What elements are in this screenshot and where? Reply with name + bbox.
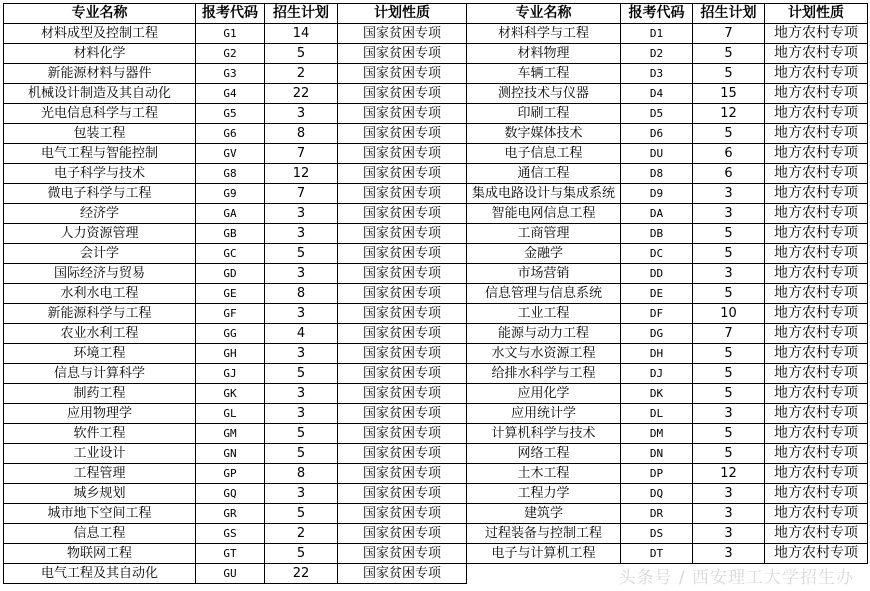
cell-type-right: 地方农村专项 — [765, 404, 868, 424]
cell-plan-left: 5 — [265, 44, 338, 64]
cell-type-left: 国家贫困专项 — [338, 464, 467, 484]
cell-major-left: 物联网工程 — [4, 544, 196, 564]
cell-type-right: 地方农村专项 — [765, 264, 868, 284]
table-row — [4, 244, 868, 264]
cell-plan-right: 10 — [693, 304, 765, 324]
cell-plan-right: 3 — [693, 184, 765, 204]
cell-type-left: 国家贫困专项 — [338, 104, 467, 124]
cell-type-right: 地方农村专项 — [765, 384, 868, 404]
cell-type-left: 国家贫困专项 — [338, 284, 467, 304]
cell-plan-right: 3 — [693, 484, 765, 504]
cell-type-left: 国家贫困专项 — [338, 404, 467, 424]
table-row — [4, 484, 868, 504]
cell-type-right: 地方农村专项 — [765, 144, 868, 164]
cell-major-left: 国际经济与贸易 — [4, 264, 196, 284]
cell-major-left: 软件工程 — [4, 424, 196, 444]
cell-code-left: GU — [196, 564, 265, 584]
cell-type-left: 国家贫困专项 — [338, 364, 467, 384]
cell-plan-right: 5 — [693, 124, 765, 144]
cell-major-left: 光电信息科学与工程 — [4, 104, 196, 124]
cell-code-left: GQ — [196, 484, 265, 504]
cell-code-right: D1 — [621, 24, 693, 44]
cell-type-right: 地方农村专项 — [765, 344, 868, 364]
cell-major-right: 测控技术与仪器 — [467, 84, 621, 104]
cell-plan-left: 3 — [265, 104, 338, 124]
cell-plan-left: 3 — [265, 344, 338, 364]
cell-type-right: 地方农村专项 — [765, 64, 868, 84]
cell-major-right: 市场营销 — [467, 264, 621, 284]
cell-plan-left: 8 — [265, 124, 338, 144]
table-row — [4, 204, 868, 224]
cell-plan-left: 3 — [265, 224, 338, 244]
cell-code-right: DF — [621, 304, 693, 324]
cell-plan-right: 12 — [693, 464, 765, 484]
cell-code-right: D8 — [621, 164, 693, 184]
cell-code-right: DB — [621, 224, 693, 244]
cell-code-left: GH — [196, 344, 265, 364]
cell-code-right: DU — [621, 144, 693, 164]
cell-plan-left: 22 — [265, 564, 338, 584]
cell-code-right: DN — [621, 444, 693, 464]
cell-plan-left: 22 — [265, 84, 338, 104]
table-row — [4, 364, 868, 384]
cell-code-right: DA — [621, 204, 693, 224]
cell-type-left: 国家贫困专项 — [338, 84, 467, 104]
cell-code-right: D5 — [621, 104, 693, 124]
cell-major-left: 信息工程 — [4, 524, 196, 544]
cell-major-right — [467, 564, 621, 584]
cell-plan-right: 7 — [693, 24, 765, 44]
cell-plan-left: 8 — [265, 464, 338, 484]
cell-major-left: 会计学 — [4, 244, 196, 264]
header-type-right: 计划性质 — [765, 4, 868, 24]
table-row — [4, 444, 868, 464]
cell-type-left: 国家贫困专项 — [338, 324, 467, 344]
cell-code-left: GS — [196, 524, 265, 544]
table-row — [4, 164, 868, 184]
cell-major-left: 微电子科学与工程 — [4, 184, 196, 204]
cell-major-right: 数字媒体技术 — [467, 124, 621, 144]
cell-plan-left: 5 — [265, 424, 338, 444]
table-row — [4, 344, 868, 364]
watermark-text: 头条号 / 西安理工大学招生办 — [618, 568, 854, 588]
cell-plan-right: 3 — [693, 524, 765, 544]
cell-major-right: 土木工程 — [467, 464, 621, 484]
cell-type-right: 地方农村专项 — [765, 524, 868, 544]
cell-plan-right: 5 — [693, 364, 765, 384]
cell-code-right: DK — [621, 384, 693, 404]
cell-type-right: 地方农村专项 — [765, 164, 868, 184]
cell-code-left: GV — [196, 144, 265, 164]
cell-plan-right: 3 — [693, 544, 765, 564]
cell-type-left: 国家贫困专项 — [338, 144, 467, 164]
cell-major-right: 能源与动力工程 — [467, 324, 621, 344]
cell-code-right: D3 — [621, 64, 693, 84]
cell-major-right: 应用统计学 — [467, 404, 621, 424]
cell-major-left: 农业水利工程 — [4, 324, 196, 344]
cell-major-left: 信息与计算科学 — [4, 364, 196, 384]
cell-code-right: DR — [621, 504, 693, 524]
table-row — [4, 524, 868, 544]
cell-major-right: 金融学 — [467, 244, 621, 264]
cell-plan-left: 3 — [265, 204, 338, 224]
header-code-right: 报考代码 — [621, 4, 693, 24]
cell-major-left: 材料化学 — [4, 44, 196, 64]
cell-major-left: 电气工程与智能控制 — [4, 144, 196, 164]
cell-type-left: 国家贫困专项 — [338, 344, 467, 364]
cell-code-right: D2 — [621, 44, 693, 64]
table-row — [4, 84, 868, 104]
cell-type-left: 国家贫困专项 — [338, 64, 467, 84]
cell-type-right: 地方农村专项 — [765, 504, 868, 524]
table-row — [4, 384, 868, 404]
cell-type-left: 国家贫困专项 — [338, 224, 467, 244]
cell-code-left: GC — [196, 244, 265, 264]
table-row — [4, 24, 868, 44]
cell-plan-left: 3 — [265, 404, 338, 424]
cell-major-right: 电子信息工程 — [467, 144, 621, 164]
header-plan-left: 招生计划 — [265, 4, 338, 24]
cell-type-right: 地方农村专项 — [765, 84, 868, 104]
cell-type-left: 国家贫困专项 — [338, 24, 467, 44]
cell-major-left: 机械设计制造及其自动化 — [4, 84, 196, 104]
cell-major-right: 集成电路设计与集成系统 — [467, 184, 621, 204]
cell-code-left: G1 — [196, 24, 265, 44]
table-row — [4, 504, 868, 524]
cell-plan-right: 5 — [693, 384, 765, 404]
cell-type-left: 国家贫困专项 — [338, 504, 467, 524]
cell-major-left: 人力资源管理 — [4, 224, 196, 244]
cell-type-left: 国家贫困专项 — [338, 544, 467, 564]
cell-plan-right: 15 — [693, 84, 765, 104]
enrollment-table — [3, 3, 868, 584]
cell-plan-right: 6 — [693, 164, 765, 184]
cell-code-right: DQ — [621, 484, 693, 504]
cell-major-left: 材料成型及控制工程 — [4, 24, 196, 44]
cell-type-right: 地方农村专项 — [765, 484, 868, 504]
cell-plan-right: 3 — [693, 504, 765, 524]
cell-plan-right: 6 — [693, 144, 765, 164]
cell-major-right: 车辆工程 — [467, 64, 621, 84]
cell-plan-left: 4 — [265, 324, 338, 344]
cell-type-right: 地方农村专项 — [765, 224, 868, 244]
cell-code-left: GL — [196, 404, 265, 424]
table-row — [4, 324, 868, 344]
table-row — [4, 64, 868, 84]
cell-major-right: 工业工程 — [467, 304, 621, 324]
cell-plan-right: 7 — [693, 324, 765, 344]
cell-plan-left: 5 — [265, 364, 338, 384]
header-major-right: 专业名称 — [467, 4, 621, 24]
cell-code-right: DM — [621, 424, 693, 444]
cell-plan-left: 8 — [265, 284, 338, 304]
table-row — [4, 224, 868, 244]
table-body — [4, 24, 868, 584]
cell-type-left: 国家贫困专项 — [338, 164, 467, 184]
cell-major-left: 新能源材料与器件 — [4, 64, 196, 84]
cell-major-left: 工程管理 — [4, 464, 196, 484]
cell-plan-left: 5 — [265, 244, 338, 264]
cell-code-right: DD — [621, 264, 693, 284]
cell-major-right: 电子与计算机工程 — [467, 544, 621, 564]
cell-code-left: G3 — [196, 64, 265, 84]
cell-major-left: 应用物理学 — [4, 404, 196, 424]
header-code-left: 报考代码 — [196, 4, 265, 24]
table-row — [4, 184, 868, 204]
cell-type-right: 地方农村专项 — [765, 184, 868, 204]
table-row — [4, 124, 868, 144]
table-row — [4, 464, 868, 484]
cell-type-left: 国家贫困专项 — [338, 244, 467, 264]
cell-type-left: 国家贫困专项 — [338, 444, 467, 464]
table-row — [4, 144, 868, 164]
table-row — [4, 424, 868, 444]
cell-major-right: 智能电网信息工程 — [467, 204, 621, 224]
cell-code-right: DH — [621, 344, 693, 364]
header-type-left: 计划性质 — [338, 4, 467, 24]
cell-type-right: 地方农村专项 — [765, 324, 868, 344]
cell-code-left: GM — [196, 424, 265, 444]
cell-code-left: GR — [196, 504, 265, 524]
cell-type-right: 地方农村专项 — [765, 464, 868, 484]
cell-plan-right: 5 — [693, 244, 765, 264]
cell-plan-left: 12 — [265, 164, 338, 184]
table-row — [4, 104, 868, 124]
cell-code-left: GN — [196, 444, 265, 464]
cell-major-right: 计算机科学与技术 — [467, 424, 621, 444]
cell-code-right: DC — [621, 244, 693, 264]
cell-code-right: DL — [621, 404, 693, 424]
cell-major-left: 环境工程 — [4, 344, 196, 364]
cell-code-left: GA — [196, 204, 265, 224]
cell-type-left: 国家贫困专项 — [338, 564, 467, 584]
cell-code-right: DT — [621, 544, 693, 564]
table-row — [4, 544, 868, 564]
table-row — [4, 304, 868, 324]
cell-code-left: GB — [196, 224, 265, 244]
cell-code-left: GF — [196, 304, 265, 324]
cell-major-right: 工商管理 — [467, 224, 621, 244]
cell-type-right: 地方农村专项 — [765, 44, 868, 64]
cell-type-left: 国家贫困专项 — [338, 484, 467, 504]
cell-major-right: 工程力学 — [467, 484, 621, 504]
cell-plan-left: 7 — [265, 184, 338, 204]
cell-type-right: 地方农村专项 — [765, 424, 868, 444]
cell-plan-right: 5 — [693, 44, 765, 64]
cell-major-right: 建筑学 — [467, 504, 621, 524]
cell-code-left: GE — [196, 284, 265, 304]
cell-type-left: 国家贫困专项 — [338, 124, 467, 144]
cell-code-left: GJ — [196, 364, 265, 384]
cell-plan-right: 12 — [693, 104, 765, 124]
cell-plan-left: 5 — [265, 444, 338, 464]
cell-major-right: 应用化学 — [467, 384, 621, 404]
cell-code-right: DS — [621, 524, 693, 544]
cell-major-left: 包装工程 — [4, 124, 196, 144]
cell-major-right: 网络工程 — [467, 444, 621, 464]
cell-code-left: G5 — [196, 104, 265, 124]
table-row — [4, 284, 868, 304]
cell-type-left: 国家贫困专项 — [338, 44, 467, 64]
cell-code-left: G8 — [196, 164, 265, 184]
cell-type-right: 地方农村专项 — [765, 204, 868, 224]
cell-plan-left: 3 — [265, 264, 338, 284]
cell-plan-left: 3 — [265, 484, 338, 504]
table-row — [4, 44, 868, 64]
cell-major-right: 水文与水资源工程 — [467, 344, 621, 364]
cell-plan-right: 5 — [693, 424, 765, 444]
cell-type-right: 地方农村专项 — [765, 364, 868, 384]
cell-plan-left: 3 — [265, 304, 338, 324]
cell-code-right: DJ — [621, 364, 693, 384]
cell-plan-left: 7 — [265, 144, 338, 164]
cell-code-right: D9 — [621, 184, 693, 204]
header-row — [4, 4, 868, 24]
cell-major-left: 电子科学与技术 — [4, 164, 196, 184]
cell-type-right: 地方农村专项 — [765, 24, 868, 44]
cell-major-left: 电气工程及其自动化 — [4, 564, 196, 584]
cell-type-right: 地方农村专项 — [765, 104, 868, 124]
cell-plan-right: 5 — [693, 224, 765, 244]
cell-type-left: 国家贫困专项 — [338, 264, 467, 284]
cell-major-left: 新能源科学与工程 — [4, 304, 196, 324]
cell-code-right: DE — [621, 284, 693, 304]
cell-major-left: 制药工程 — [4, 384, 196, 404]
cell-major-left: 城乡规划 — [4, 484, 196, 504]
cell-major-right: 印刷工程 — [467, 104, 621, 124]
cell-plan-left: 2 — [265, 64, 338, 84]
cell-plan-right: 3 — [693, 204, 765, 224]
cell-plan-left: 5 — [265, 544, 338, 564]
cell-major-left: 水利水电工程 — [4, 284, 196, 304]
cell-type-right: 地方农村专项 — [765, 244, 868, 264]
cell-major-right: 通信工程 — [467, 164, 621, 184]
cell-major-right: 信息管理与信息系统 — [467, 284, 621, 304]
cell-plan-left: 14 — [265, 24, 338, 44]
cell-code-left: GG — [196, 324, 265, 344]
cell-type-left: 国家贫困专项 — [338, 304, 467, 324]
cell-code-left: G2 — [196, 44, 265, 64]
cell-plan-left: 3 — [265, 384, 338, 404]
cell-code-right: D6 — [621, 124, 693, 144]
cell-plan-right: 5 — [693, 64, 765, 84]
cell-type-left: 国家贫困专项 — [338, 184, 467, 204]
cell-type-left: 国家贫困专项 — [338, 424, 467, 444]
cell-major-right: 过程装备与控制工程 — [467, 524, 621, 544]
cell-major-left: 工业设计 — [4, 444, 196, 464]
cell-code-left: G9 — [196, 184, 265, 204]
cell-type-right: 地方农村专项 — [765, 304, 868, 324]
cell-type-right: 地方农村专项 — [765, 284, 868, 304]
cell-plan-right: 3 — [693, 404, 765, 424]
cell-code-left: GK — [196, 384, 265, 404]
cell-plan-right: 3 — [693, 264, 765, 284]
cell-major-left: 城市地下空间工程 — [4, 504, 196, 524]
cell-code-right: DG — [621, 324, 693, 344]
cell-major-right: 材料物理 — [467, 44, 621, 64]
cell-plan-left: 5 — [265, 504, 338, 524]
cell-plan-right: 5 — [693, 344, 765, 364]
header-plan-right: 招生计划 — [693, 4, 765, 24]
cell-type-right: 地方农村专项 — [765, 444, 868, 464]
cell-major-left: 经济学 — [4, 204, 196, 224]
cell-plan-right: 5 — [693, 284, 765, 304]
cell-type-right: 地方农村专项 — [765, 544, 868, 564]
cell-type-left: 国家贫困专项 — [338, 204, 467, 224]
header-major-left: 专业名称 — [4, 4, 196, 24]
cell-code-left: G6 — [196, 124, 265, 144]
cell-code-right: DP — [621, 464, 693, 484]
cell-code-left: GP — [196, 464, 265, 484]
table-row — [4, 264, 868, 284]
cell-code-right: D4 — [621, 84, 693, 104]
cell-plan-right: 5 — [693, 444, 765, 464]
cell-type-left: 国家贫困专项 — [338, 384, 467, 404]
cell-type-left: 国家贫困专项 — [338, 524, 467, 544]
cell-major-right: 给排水科学与工程 — [467, 364, 621, 384]
cell-code-left: G4 — [196, 84, 265, 104]
cell-major-right: 材料科学与工程 — [467, 24, 621, 44]
cell-plan-left: 2 — [265, 524, 338, 544]
table-row — [4, 404, 868, 424]
cell-code-left: GT — [196, 544, 265, 564]
cell-type-right: 地方农村专项 — [765, 124, 868, 144]
cell-code-left: GD — [196, 264, 265, 284]
